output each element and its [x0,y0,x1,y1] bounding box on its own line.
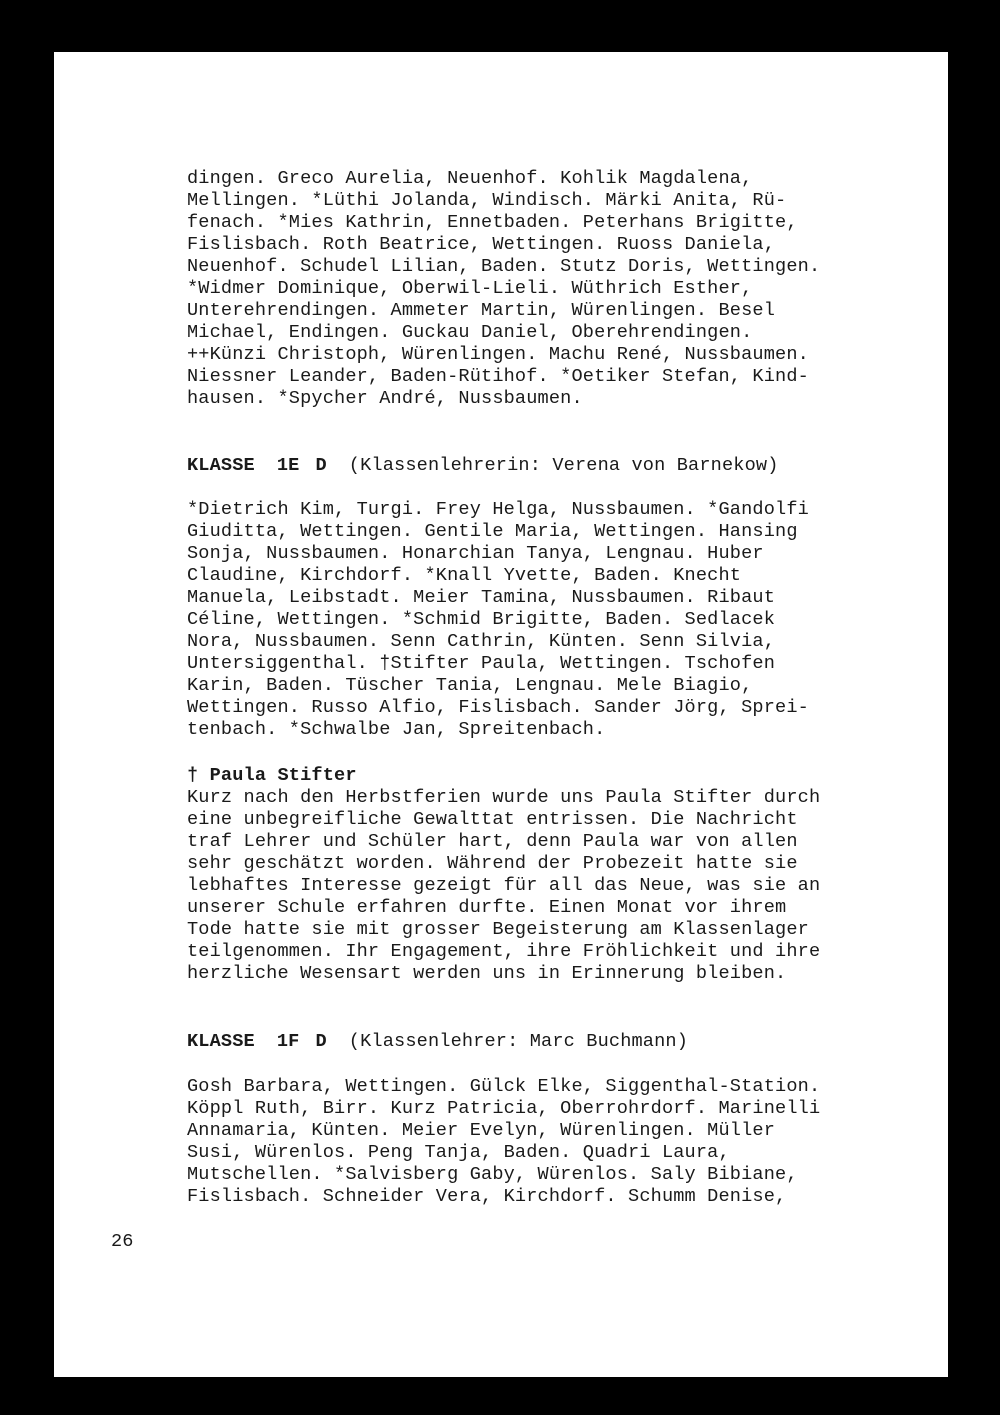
intro-line: dingen. Greco Aurelia, Neuenhof. Kohlik Magdalena, [187,168,753,189]
obituary-line: herzliche Wesensart werden uns in Erinnerung bleiben. [187,963,787,984]
class-1e-klasse: KLASSE [187,455,255,476]
intro-line: Mellingen. *Lüthi Jolanda, Windisch. Märki Anita, Rü- [187,190,787,211]
roster-line: Claudine, Kirchdorf. *Knall Yvette, Baden. Knecht [187,565,742,586]
class-1f-teacher: (Klassenlehrer: Marc Buchmann) [348,1031,689,1052]
class-1f-type: D [315,1031,327,1052]
roster-line: Sonja, Nussbaumen. Honarchian Tanya, Lengnau. Huber [187,543,764,564]
obituary-line: Tode hatte sie mit grosser Begeisterung am Klassenlager [187,919,809,940]
obituary-line: unserer Schule erfahren durfte. Einen Monat vor ihrem [187,897,787,918]
intro-line: Niessner Leander, Baden-Rütihof. *Oetiker Stefan, Kind- [187,366,809,387]
obituary-line: teilgenommen. Ihr Engagement, ihre Fröhlichkeit und ihre [187,941,821,962]
page-number: 26 [111,1231,134,1252]
roster-line: Nora, Nussbaumen. Senn Cathrin, Künten. Senn Silvia, [187,631,776,652]
obituary-name: Paula Stifter [209,765,357,786]
document-page [54,52,948,1377]
roster-line: Köppl Ruth, Birr. Kurz Patricia, Oberrohrdorf. Marinelli [187,1098,821,1119]
roster-line: Untersiggenthal. †Stifter Paula, Wettingen. Tschofen [187,653,776,674]
roster-line: Wettingen. Russo Alfio, Fislisbach. Sander Jörg, Sprei- [187,697,809,718]
class-1f-heading [187,1031,688,1053]
class-1e-heading [187,455,779,477]
class-1e-teacher: (Klassenlehrerin: Verena von Barnekow) [348,455,779,476]
intro-line: hausen. *Spycher André, Nussbaumen. [187,388,583,409]
roster-line: Fislisbach. Schneider Vera, Kirchdorf. Schumm Denise, [187,1186,787,1207]
class-1e-code: 1E [276,455,300,476]
class-1f-code: 1F [276,1031,300,1052]
roster-line: Annamaria, Künten. Meier Evelyn, Würenlingen. Müller [187,1120,776,1141]
cross-icon: † [187,765,199,786]
obituary-line: Kurz nach den Herbstferien wurde uns Paula Stifter durch [187,787,821,808]
intro-line: Neuenhof. Schudel Lilian, Baden. Stutz Doris, Wettingen. [187,256,821,277]
class-1f-klasse: KLASSE [187,1031,255,1052]
obituary-line: traf Lehrer und Schüler hart, denn Paula war von allen [187,831,798,852]
obituary-line: eine unbegreifliche Gewalttat entrissen. Die Nachricht [187,809,798,830]
obituary-title [187,765,357,787]
roster-line: Mutschellen. *Salvisberg Gaby, Würenlos. Saly Bibiane, [187,1164,798,1185]
intro-line: Unterehrendingen. Ammeter Martin, Würenlingen. Besel [187,300,776,321]
roster-line: Gosh Barbara, Wettingen. Gülck Elke, Siggenthal-Station. [187,1076,821,1097]
roster-line: Céline, Wettingen. *Schmid Brigitte, Baden. Sedlacek [187,609,776,630]
intro-line: ++Künzi Christoph, Würenlingen. Machu René, Nussbaumen. [187,344,809,365]
intro-line: Michael, Endingen. Guckau Daniel, Oberehrendingen. [187,322,753,343]
roster-line: tenbach. *Schwalbe Jan, Spreitenbach. [187,719,606,740]
roster-line: *Dietrich Kim, Turgi. Frey Helga, Nussbaumen. *Gandolfi [187,499,809,520]
roster-line: Susi, Würenlos. Peng Tanja, Baden. Quadri Laura, [187,1142,730,1163]
intro-line: fenach. *Mies Kathrin, Ennetbaden. Peterhans Brigitte, [187,212,798,233]
roster-line: Karin, Baden. Tüscher Tania, Lengnau. Mele Biagio, [187,675,753,696]
intro-line: Fislisbach. Roth Beatrice, Wettingen. Ruoss Daniela, [187,234,776,255]
intro-line: *Widmer Dominique, Oberwil-Lieli. Wüthrich Esther, [187,278,753,299]
obituary-line: lebhaftes Interesse gezeigt für all das Neue, was sie an [187,875,821,896]
class-1e-type: D [315,455,327,476]
obituary-line: sehr geschätzt worden. Während der Probezeit hatte sie [187,853,798,874]
roster-line: Giuditta, Wettingen. Gentile Maria, Wettingen. Hansing [187,521,798,542]
roster-line: Manuela, Leibstadt. Meier Tamina, Nussbaumen. Ribaut [187,587,776,608]
